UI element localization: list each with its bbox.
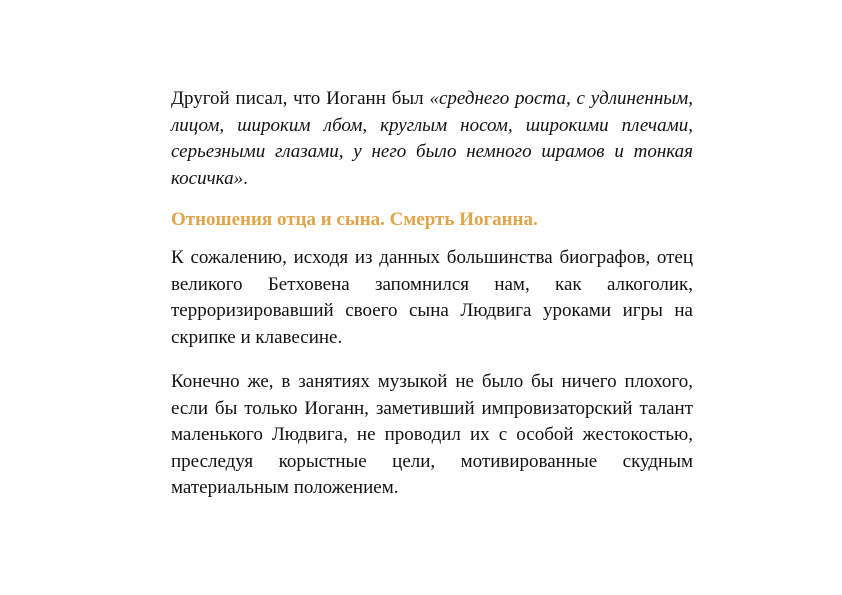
paragraph-description-intro: Другой писал, что Иоганн был	[171, 88, 430, 109]
paragraph-description-end: .	[243, 167, 248, 189]
paragraph-description	[171, 86, 693, 192]
paragraph-father-son: К сожалению, исходя из данных большинства биографов, отец великого Бетховена запомнился нам, как алкоголик, терроризировавший своего сына Людвига уроками игры на скрипке и клавесине.	[171, 247, 693, 348]
paragraph-music-lessons: Конечно же, в занятиях музыкой не было бы ничего плохого, если бы только Иоганн, заметивший импровизаторский талант маленького Людвига, не проводил их с особой жестокостью, преследуя корыстные цели, мотивированные скудным материальным положением.	[171, 371, 693, 499]
paragraph-description-quote: «среднего роста, с удлиненным, лицом, широким лбом, круглым носом, широкими плечами, серьезными глазами, у него было немного шрамов и тонкая косичка»	[171, 88, 693, 189]
section-heading: Отношения отца и сына. Смерть Иоганна.	[171, 209, 538, 230]
